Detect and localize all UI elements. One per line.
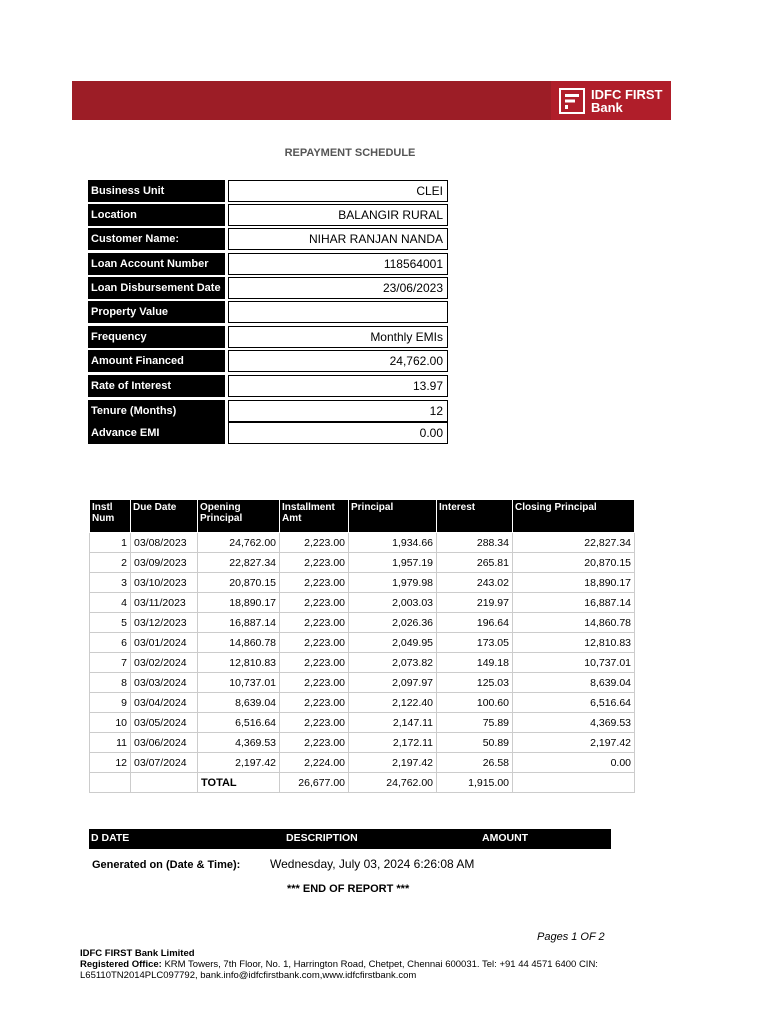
table-cell: 288.34 [437, 533, 513, 553]
table-cell: 03/10/2023 [131, 573, 198, 593]
table-cell: 196.64 [437, 613, 513, 633]
table-row [90, 593, 635, 613]
table-cell: 2,224.00 [280, 753, 349, 773]
table-cell: 2,223.00 [280, 613, 349, 633]
col-opening-principal: Opening Principal [198, 500, 280, 533]
table-cell: 2,223.00 [280, 653, 349, 673]
info-value: 12 [228, 400, 448, 422]
charges-col-amount: AMOUNT [482, 832, 529, 844]
table-cell: 2,073.82 [349, 653, 437, 673]
total-cell: 24,762.00 [349, 773, 437, 793]
table-cell: 03/07/2024 [131, 753, 198, 773]
table-cell: 03/04/2024 [131, 693, 198, 713]
table-cell: 12 [90, 753, 131, 773]
info-value: 13.97 [228, 375, 448, 397]
info-label: Loan Account Number [88, 253, 225, 275]
table-row [90, 733, 635, 753]
col-interest: Interest [437, 500, 513, 533]
table-cell: 1 [90, 533, 131, 553]
table-cell: 2,003.03 [349, 593, 437, 613]
empty-cell [90, 773, 131, 793]
table-row [90, 693, 635, 713]
info-label: Amount Financed [88, 350, 225, 372]
empty-cell [513, 773, 635, 793]
info-label: Location [88, 204, 225, 226]
col-installment-amt: Installment Amt [280, 500, 349, 533]
table-cell: 8,639.04 [198, 693, 280, 713]
table-cell: 5 [90, 613, 131, 633]
table-cell: 16,887.14 [198, 613, 280, 633]
table-cell: 20,870.15 [198, 573, 280, 593]
total-row [90, 773, 635, 793]
table-cell: 2,223.00 [280, 693, 349, 713]
table-cell: 03/05/2024 [131, 713, 198, 733]
table-cell: 149.18 [437, 653, 513, 673]
footer-company: IDFC FIRST Bank Limited [80, 948, 195, 959]
table-cell: 1,957.19 [349, 553, 437, 573]
footer-cin: L65110TN2014PLC097792, bank.info@idfcfirstbank.com,www.idfcfirstbank.com [80, 970, 417, 981]
charges-header [89, 829, 611, 849]
table-cell: 03/11/2023 [131, 593, 198, 613]
table-cell: 3 [90, 573, 131, 593]
table-cell: 03/12/2023 [131, 613, 198, 633]
table-cell: 18,890.17 [198, 593, 280, 613]
table-cell: 75.89 [437, 713, 513, 733]
footer-office-label: Registered Office: [80, 959, 162, 970]
col-principal: Principal [349, 500, 437, 533]
total-cell: TOTAL [198, 773, 280, 793]
info-value: 0.00 [228, 422, 448, 444]
table-cell: 24,762.00 [198, 533, 280, 553]
table-cell: 1,979.98 [349, 573, 437, 593]
table-cell: 10 [90, 713, 131, 733]
table-cell: 50.89 [437, 733, 513, 753]
info-label: Advance EMI [88, 422, 225, 444]
col-closing-principal: Closing Principal [513, 500, 635, 533]
table-cell: 2,197.42 [198, 753, 280, 773]
table-cell: 2,197.42 [513, 733, 635, 753]
info-value: 23/06/2023 [228, 277, 448, 299]
table-row [90, 753, 635, 773]
table-cell: 26.58 [437, 753, 513, 773]
table-row [90, 673, 635, 693]
table-cell: 16,887.14 [513, 593, 635, 613]
table-cell: 14,860.78 [198, 633, 280, 653]
table-cell: 18,890.17 [513, 573, 635, 593]
generated-value: Wednesday, July 03, 2024 6:26:08 AM [270, 857, 475, 871]
info-label: Business Unit [88, 180, 225, 202]
info-value: BALANGIR RURAL [228, 204, 448, 226]
table-cell: 9 [90, 693, 131, 713]
info-label: Frequency [88, 326, 225, 348]
empty-cell [131, 773, 198, 793]
table-cell: 03/03/2024 [131, 673, 198, 693]
total-cell: 26,677.00 [280, 773, 349, 793]
info-value: Monthly EMIs [228, 326, 448, 348]
table-cell: 4 [90, 593, 131, 613]
bank-logo [551, 81, 671, 120]
info-label: Property Value [88, 301, 225, 323]
footer-office-text: KRM Towers, 7th Floor, No. 1, Harrington Road, Chetpet, Chennai 600031. Tel: +91 44 4571 6400 CIN: [164, 959, 598, 970]
table-cell: 2,223.00 [280, 633, 349, 653]
info-value: CLEI [228, 180, 448, 202]
table-cell: 22,827.34 [198, 553, 280, 573]
table-cell: 2,049.95 [349, 633, 437, 653]
charges-col-date: D DATE [91, 832, 130, 844]
table-cell: 2,026.36 [349, 613, 437, 633]
table-cell: 2,172.11 [349, 733, 437, 753]
table-row [90, 573, 635, 593]
table-row [90, 633, 635, 653]
table-cell: 2,197.42 [349, 753, 437, 773]
table-cell: 125.03 [437, 673, 513, 693]
table-cell: 2,223.00 [280, 593, 349, 613]
table-row [90, 713, 635, 733]
table-cell: 2,223.00 [280, 573, 349, 593]
table-cell: 8 [90, 673, 131, 693]
table-cell: 22,827.34 [513, 533, 635, 553]
table-cell: 2,223.00 [280, 673, 349, 693]
table-cell: 2,097.97 [349, 673, 437, 693]
info-value: 118564001 [228, 253, 448, 275]
table-cell: 0.00 [513, 753, 635, 773]
table-cell: 10,737.01 [513, 653, 635, 673]
table-cell: 2 [90, 553, 131, 573]
logo-line-1: IDFC FIRST [591, 86, 663, 102]
table-cell: 7 [90, 653, 131, 673]
table-row [90, 533, 635, 553]
info-value: 24,762.00 [228, 350, 448, 372]
table-cell: 2,122.40 [349, 693, 437, 713]
table-row [90, 653, 635, 673]
table-cell: 12,810.83 [198, 653, 280, 673]
info-value: NIHAR RANJAN NANDA [228, 228, 448, 250]
repayment-schedule-table [89, 499, 635, 793]
table-cell: 14,860.78 [513, 613, 635, 633]
bank-logo-icon [559, 88, 585, 114]
info-label: Loan Disbursement Date [88, 277, 225, 299]
table-cell: 219.97 [437, 593, 513, 613]
table-cell: 03/08/2023 [131, 533, 198, 553]
table-row [90, 553, 635, 573]
table-row [90, 613, 635, 633]
table-cell: 243.02 [437, 573, 513, 593]
info-label: Rate of Interest [88, 375, 225, 397]
table-cell: 4,369.53 [198, 733, 280, 753]
table-cell: 2,223.00 [280, 713, 349, 733]
table-cell: 6,516.64 [513, 693, 635, 713]
table-cell: 03/01/2024 [131, 633, 198, 653]
page-number: Pages 1 OF 2 [537, 931, 605, 943]
table-cell: 03/09/2023 [131, 553, 198, 573]
info-value [228, 301, 448, 323]
table-cell: 2,223.00 [280, 553, 349, 573]
info-label: Customer Name: [88, 228, 225, 250]
table-cell: 20,870.15 [513, 553, 635, 573]
table-cell: 6,516.64 [198, 713, 280, 733]
table-cell: 100.60 [437, 693, 513, 713]
table-cell: 03/02/2024 [131, 653, 198, 673]
logo-text [591, 88, 663, 114]
info-label: Tenure (Months) [88, 400, 225, 422]
col-instl-num: Instl Num [90, 500, 131, 533]
table-cell: 12,810.83 [513, 633, 635, 653]
table-cell: 11 [90, 733, 131, 753]
table-cell: 6 [90, 633, 131, 653]
table-cell: 10,737.01 [198, 673, 280, 693]
charges-col-description: DESCRIPTION [286, 832, 358, 844]
schedule-header-row [90, 500, 635, 533]
table-cell: 2,223.00 [280, 533, 349, 553]
end-of-report: *** END OF REPORT *** [287, 883, 410, 895]
total-cell: 1,915.00 [437, 773, 513, 793]
table-cell: 03/06/2024 [131, 733, 198, 753]
report-title: REPAYMENT SCHEDULE [284, 147, 416, 159]
table-cell: 2,147.11 [349, 713, 437, 733]
footer [80, 948, 680, 981]
col-due-date: Due Date [131, 500, 198, 533]
table-cell: 4,369.53 [513, 713, 635, 733]
table-cell: 173.05 [437, 633, 513, 653]
table-cell: 265.81 [437, 553, 513, 573]
table-cell: 8,639.04 [513, 673, 635, 693]
logo-line-2: Bank [591, 99, 623, 115]
footer-office [80, 959, 680, 970]
generated-label: Generated on (Date & Time): [92, 859, 241, 871]
table-cell: 2,223.00 [280, 733, 349, 753]
table-cell: 1,934.66 [349, 533, 437, 553]
